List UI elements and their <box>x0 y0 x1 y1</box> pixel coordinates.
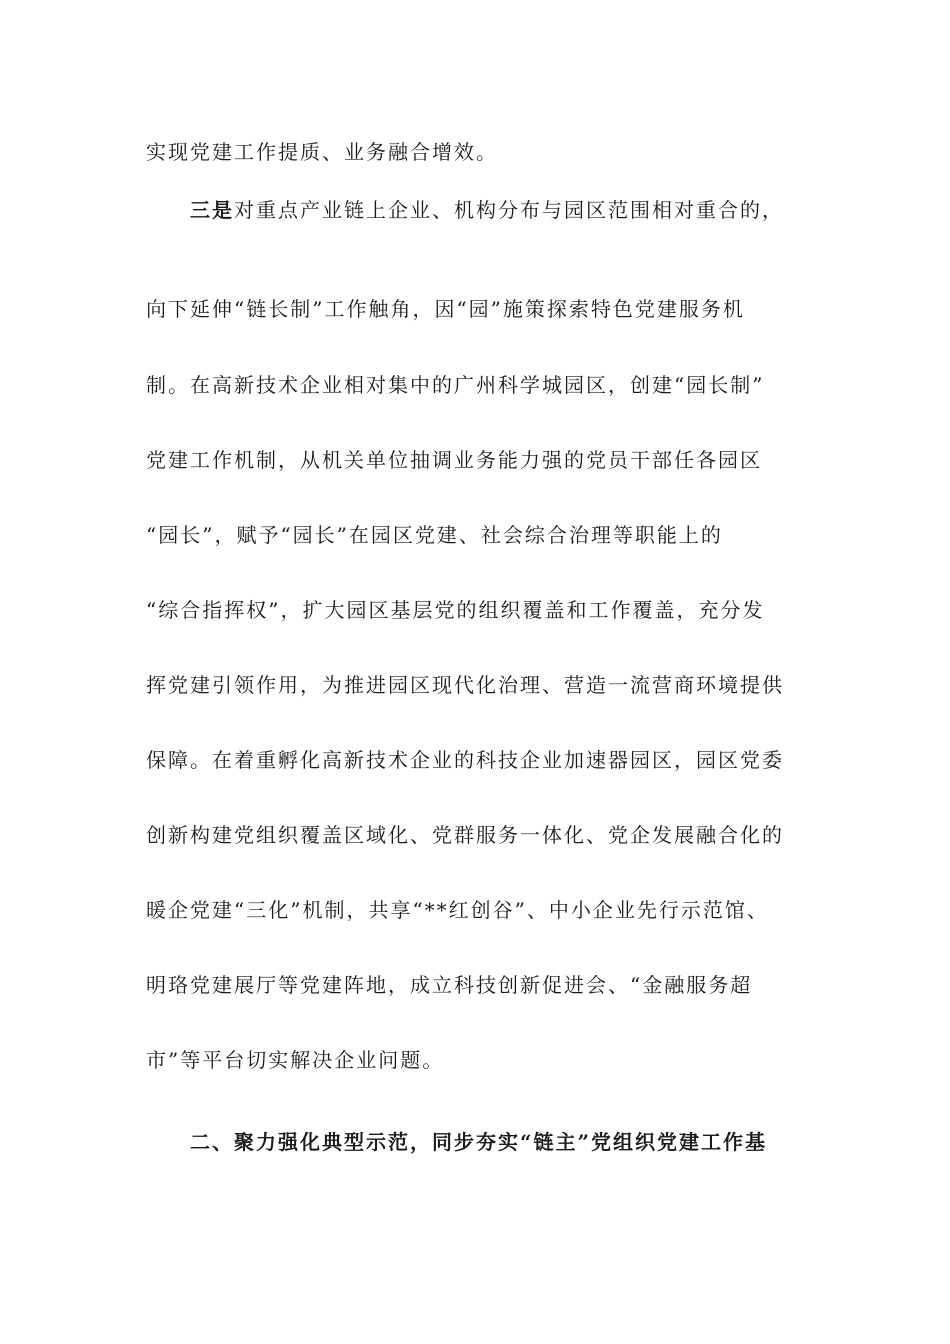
paragraph-line: 制。在高新技术企业相对集中的广州科学城园区，创建“园长制” <box>146 373 765 397</box>
paragraph-line: 挥党建引领作用，为推进园区现代化治理、营造一流营商环境提供 <box>146 673 784 697</box>
paragraph-first-line <box>190 196 784 224</box>
paragraph-line: 党建工作机制，从机关单位抽调业务能力强的党员干部任各园区 <box>146 448 762 472</box>
paragraph-line: 实现党建工作提质、业务融合增效。 <box>146 140 498 164</box>
paragraph-line-text: 对重点产业链上企业、机构分布与园区范围相对重合的， <box>234 198 784 222</box>
paragraph-line: 明珞党建展厅等党建阵地，成立科技创新促进会、“金融服务超 <box>146 973 753 997</box>
paragraph-line: 市”等平台切实解决企业问题。 <box>146 1048 445 1072</box>
paragraph-line: “园长”，赋予“园长”在园区党建、社会综合治理等职能上的 <box>146 523 723 547</box>
section-heading: 二、聚力强化典型示范，同步夯实“链主”党组织党建工作基 <box>190 1130 768 1154</box>
paragraph-line: 创新构建党组织覆盖区域化、党群服务一体化、党企发展融合化的 <box>146 823 784 847</box>
paragraph-line: “综合指挥权”，扩大园区基层党的组织覆盖和工作覆盖，充分发 <box>146 598 765 622</box>
paragraph-line: 向下延伸“链长制”工作触角，因“园”施策探索特色党建服务机 <box>146 297 745 321</box>
paragraph-line: 暖企党建“三化”机制，共享“**红创谷”、中小企业先行示范馆、 <box>146 898 769 922</box>
paragraph-lead-bold: 三是 <box>190 198 234 222</box>
paragraph-line: 保障。在着重孵化高新技术企业的科技企业加速器园区，园区党委 <box>146 748 784 772</box>
